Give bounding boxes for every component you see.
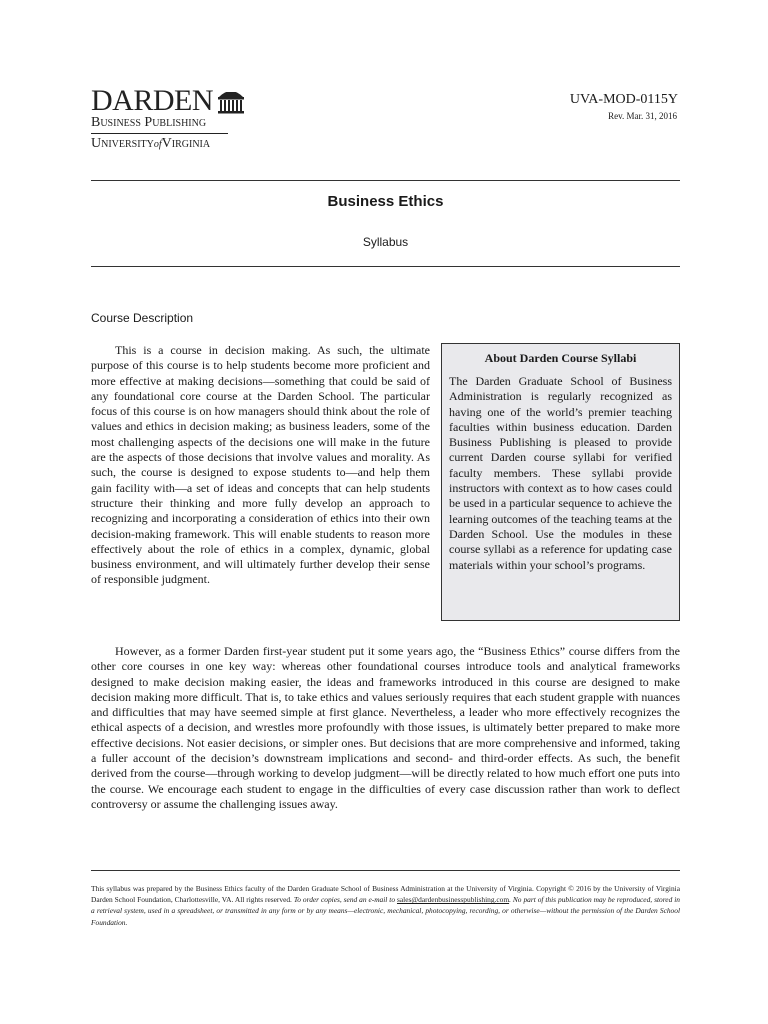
page-title: Business Ethics [327, 193, 444, 210]
footer-copyright: Copyright © 2016 by the University of Virginia Darden School Foundation, Charlottesville, VA. All rights reserved. [91, 884, 680, 905]
syllabi-info-box [441, 343, 680, 621]
title-divider [91, 266, 680, 267]
footer-prepared-by: This syllabus was prepared by the Business Ethics faculty of the Darden Graduate School of Business Administration at the University of Virginia. [91, 884, 534, 893]
info-box-title: About Darden Course Syllabi [484, 351, 637, 365]
rotunda-icon [217, 86, 245, 114]
footer-divider [91, 870, 680, 871]
footer-email-link[interactable]: sales@dardenbusinesspublishing.com [396, 895, 510, 905]
logo-of-word: of [153, 139, 162, 150]
body-paragraph-1: This is a course in decision making. As such, the ultimate purpose of this course is to help students become more proficient and more effective at making decisions—something that could be said of any foundational core course at the Darden School. The particular focus of this course is on how managers should think about the role of values and ethics in decision making; as business leaders, some of the most challenging aspects of the decisions one will make in the future are the aspects of those decisions that involve values and morality. As such, the course is designed to expose students to—and help them gain facility with—a set of ideas and concepts that can help students structure their thinking and more fully develop an approach to recognizing and incorporating a consideration of ethics into their own decision-making framework. This will enable students to reason more effectively about the role of ethics in a complex, dynamic, global business environment, and will ultimately further develop their sense of responsible judgment. [91, 343, 430, 587]
footer-order-text: To order copies, send an e-mail to [293, 895, 396, 905]
logo-business-publishing: Business Publishing [91, 115, 228, 134]
info-box-body: The Darden Graduate School of Business Administration is regularly recognized as having one of the world’s premier teaching faculties within business education. Darden Business Publishing is pleased to provide current Darden course syllabi for verified faculty members. These syllabi provide instructors with context as to how cases could be used in a particular sequence to achieve the learning outcomes of the teaching teams at the Darden School. Use the modules in these course syllabi as a reference for updating case materials within your school’s programs. [449, 374, 672, 572]
logo-virginia-word: Virginia [161, 136, 211, 151]
header-divider [91, 180, 680, 181]
footer-notice [91, 883, 680, 928]
logo-university-word: University [91, 136, 154, 151]
darden-logo [91, 84, 245, 153]
logo-university [91, 136, 245, 153]
footer-rights-text: . No part of this publication may be reproduced, stored in a retrieval system, used in a spreadsheet, or transmitted in any form or by any means—electronic, mechanical, photocopying, recording, or otherwise—without the permission of the Darden School Foundation. [91, 895, 680, 927]
section-heading: Course Description [91, 311, 194, 325]
document-id: UVA-MOD-0115Y [569, 92, 678, 107]
page-subtitle: Syllabus [362, 235, 409, 249]
body-paragraph-2: However, as a former Darden first-year student put it some years ago, the “Business Ethics” course differs from the other core courses in one key way: whereas other foundational courses introduce tools and analytical frameworks designed to make decision making easier, the ideas and frameworks introduced in this course are designed to make decision making more difficult. That is, to take ethics and values seriously requires that each student grapple with nuances and difficulties that may have seemed simple at first glance. Nevertheless, a leader who more effectively recognizes the ethical aspects of a decision, and wrestles more profoundly with those issues, is ultimately better prepared to make more effective decisions. Not easier decisions, or simpler ones. But decisions that are more comprehensive and informed, taking a fuller account of the decision’s downstream implications and second- and third-order effects. As such, the benefit derived from the course—through working to develop judgment—will be directly related to how much effort one puts into the course. We encourage each student to engage in the difficulties of every case discussion rather than work to deflect controversy or assume the challenging issues away. [91, 644, 680, 811]
logo-darden-text: DARDEN [91, 84, 213, 117]
revision-date: Rev. Mar. 31, 2016 [608, 111, 677, 121]
